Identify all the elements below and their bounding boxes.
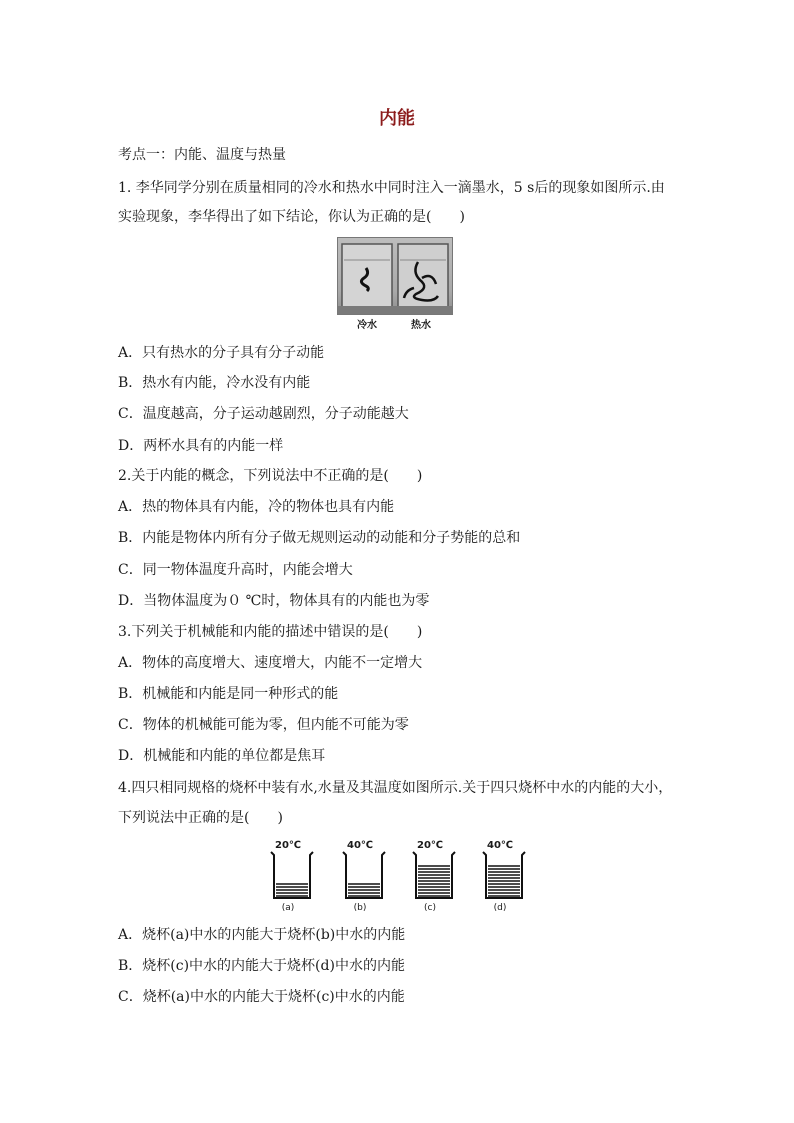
- question-2-stem: 2.关于内能的概念，下列说法中不正确的是( ): [118, 468, 423, 484]
- beaker-b-temp: 40℃: [346, 840, 374, 851]
- question-1-option-a: A．只有热水的分子具有分子动能: [118, 345, 325, 361]
- question-2-option-a: A．热的物体具有内能，冷的物体也具有内能: [118, 499, 395, 515]
- ink-diffusion-photo: [337, 237, 453, 315]
- beaker-c-label: (c): [424, 903, 436, 913]
- question-1-option-d: D．两杯水具有的内能一样: [118, 438, 284, 454]
- question-2-option-d: D．当物体温度为０ ℃时，物体具有的内能也为零: [118, 593, 430, 609]
- beaker-b: [343, 852, 385, 898]
- question-3-option-a: A．物体的高度增大、速度增大，内能不一定增大: [118, 655, 423, 671]
- caption-hot-water: 热水: [411, 320, 431, 331]
- question-2-option-c: C．同一物体温度升高时，内能会增大: [118, 562, 353, 578]
- section-heading: 考点一：内能、温度与热量: [118, 147, 286, 163]
- ink-beakers-illustration: [338, 238, 452, 314]
- question-4-option-a: A．烧杯(a)中水的内能大于烧杯(b)中水的内能: [118, 927, 406, 943]
- question-2-option-b: B．内能是物体内所有分子做无规则运动的动能和分子势能的总和: [118, 530, 521, 546]
- beaker-c-temp: 20℃: [416, 840, 444, 851]
- question-4-stem-line-2: 下列说法中正确的是( ): [118, 810, 283, 826]
- page-title: 内能: [379, 108, 415, 129]
- question-4-stem-line-1: 4.四只相同规格的烧杯中装有水,水量及其温度如图所示.关于四只烧杯中水的内能的大小，: [118, 780, 673, 796]
- question-4-option-c: C．烧杯(a)中水的内能大于烧杯(c)中水的内能: [118, 989, 405, 1005]
- question-3-option-c: C．物体的机械能可能为零，但内能不可能为零: [118, 717, 409, 733]
- beaker-d-label: (d): [493, 903, 507, 913]
- caption-cold-water: 冷水: [357, 320, 377, 331]
- question-3-stem: 3.下列关于机械能和内能的描述中错误的是( ): [118, 624, 423, 640]
- beaker-d: [483, 852, 525, 898]
- four-beakers-figure: [260, 850, 540, 902]
- hot-water-beaker: [398, 244, 448, 308]
- beaker-b-label: (b): [353, 903, 367, 913]
- beaker-a-temp: 20℃: [274, 840, 302, 851]
- question-1-stem-line-2: 实验现象，李华得出了如下结论，你认为正确的是( ): [118, 209, 465, 225]
- question-1-stem-line-1: 1. 李华同学分别在质量相同的冷水和热水中同时注入一滴墨水，5 s后的现象如图所示.由: [118, 180, 665, 196]
- question-1-option-c: C．温度越高，分子运动越剧烈，分子动能越大: [118, 406, 409, 422]
- beaker-c: [413, 852, 455, 898]
- beaker-a: [271, 852, 313, 898]
- question-1-option-b: B．热水有内能，冷水没有内能: [118, 375, 311, 391]
- question-3-option-b: B．机械能和内能是同一种形式的能: [118, 686, 339, 702]
- beaker-d-temp: 40℃: [486, 840, 514, 851]
- question-3-option-d: D．机械能和内能的单位都是焦耳: [118, 748, 326, 764]
- question-4-option-b: B．烧杯(c)中水的内能大于烧杯(d)中水的内能: [118, 958, 405, 974]
- beaker-a-label: (a): [281, 903, 295, 913]
